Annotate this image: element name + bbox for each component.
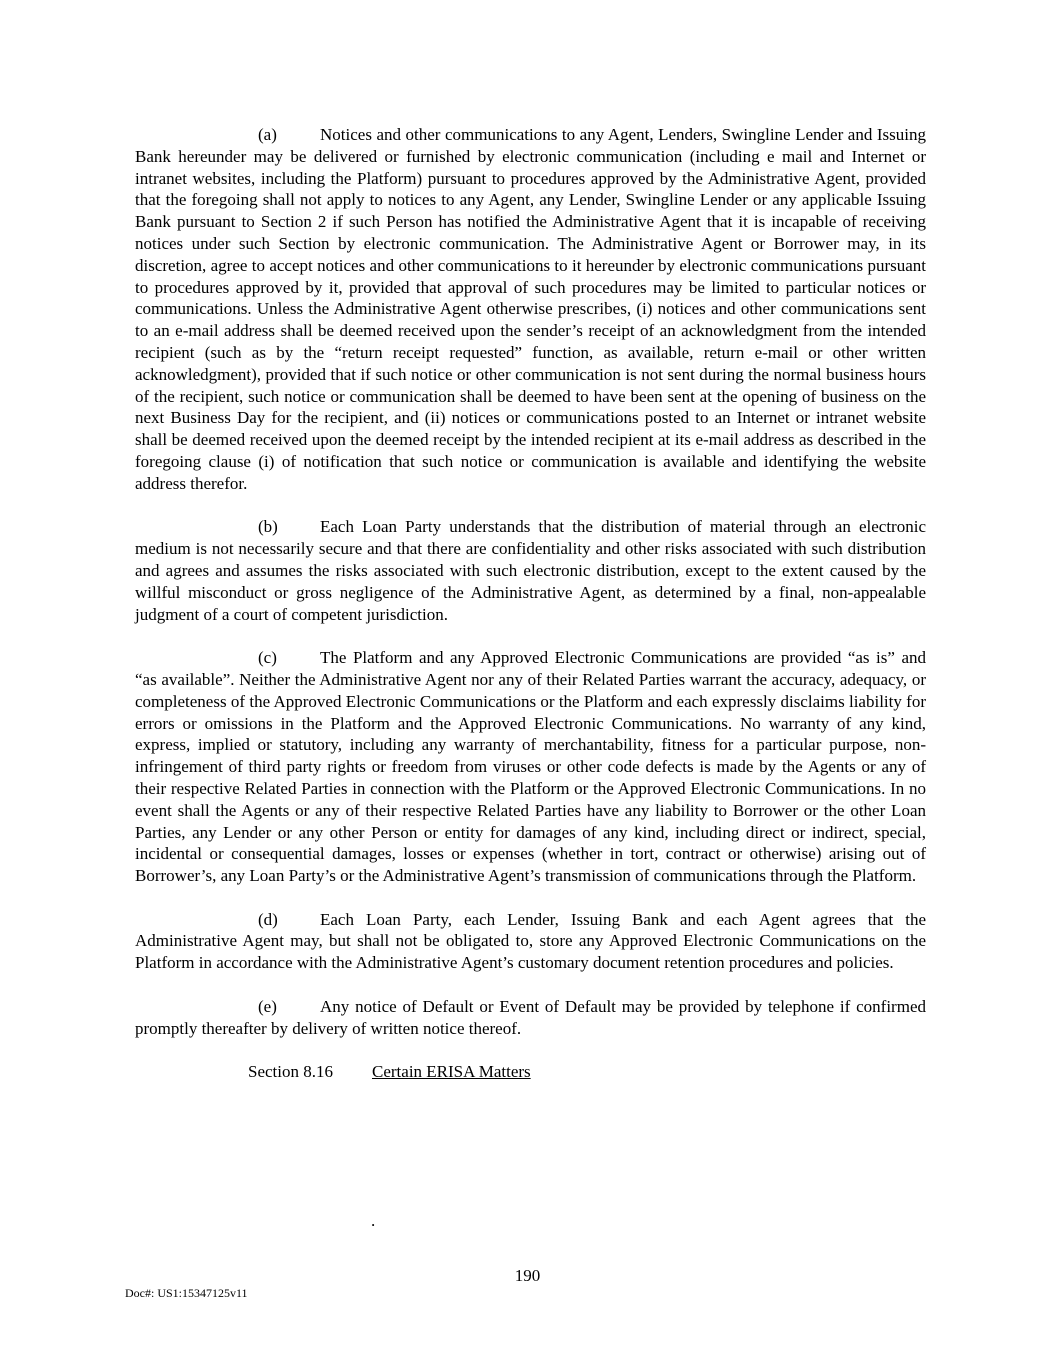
paragraph-label: (e) [258, 996, 277, 1016]
paragraph-text: Notices and other communications to any Agent, Lenders, Swingline Lender and Issuing Bank hereunder may be delivered or furnished by electronic communication (including e mail and Internet or intranet websites, including the Platform) pursuant to procedures approved by the Administrative Agent, provided that the foregoing shall not apply to notices to any Agent, any Lender, Swingline Lender or any applicable Issuing Bank pursuant to Section 2 if such Person has notified the Administrative Agent that it is incapable of receiving notices under such Section by electronic communication. The Administrative Agent or Borrower may, in its discretion, agree to accept notices and other communications to it hereunder by electronic communications pursuant to procedures approved by it, provided that approval of such procedures may be limited to particular notices or communications. Unless the Administrative Agent otherwise prescribes, (i) notices and other communications sent to an e-mail address shall be deemed received upon the sender’s receipt of an acknowledgment from the intended recipient (such as by the “return receipt requested” function, as available, return e-mail or other written acknowledgment), provided that if such notice or other communication is not sent during the normal business hours of the recipient, such notice or communication shall be deemed to have been sent at the opening of business on the next Business Day for the recipient, and (ii) notices or communications posted to an Internet or intranet website shall be deemed received upon the deemed receipt by the intended recipient at its e-mail address as described in the foregoing clause (i) of notification that such notice or communication is available and identifying the website address therefor. [135, 125, 926, 493]
section-heading [135, 1061, 926, 1083]
paragraph-text: Each Loan Party understands that the distribution of material through an electronic medium is not necessarily secure and that there are confidentiality and other risks associated with such distribution and agrees and assumes the risks associated with such electronic distribution, except to the extent caused by the willful misconduct or gross negligence of the Administrative Agent, as determined by a final, non-appealable judgment of a court of competent jurisdiction. [135, 517, 926, 624]
paragraph-b [135, 516, 926, 625]
paragraph-label: (a) [258, 125, 277, 144]
section-number: Section 8.16 [248, 1062, 333, 1082]
paragraph-label: (d) [258, 909, 278, 929]
document-id: Doc#: US1:15347125v11 [125, 1286, 248, 1300]
document-body [135, 124, 926, 1083]
paragraph-text: The Platform and any Approved Electronic Communications are provided “as is” and “as available”. Neither the Administrative Agent nor any of their Related Parties warrant the accuracy, adequacy, or completeness of the Approved Electronic Communications or the Platform and each expressly disclaims liability for errors or omissions in the Platform and the Approved Electronic Communications. No warranty of any kind, express, implied or statutory, including any warranty of merchantability, fitness for a particular purpose, non-infringement of third party rights or freedom from viruses or other code defects is made by the Agents or any of their respective Related Parties in connection with the Platform or the Approved Electronic Communications. In no event shall the Agents or any of their respective Related Parties have any liability to Borrower or the other Loan Parties, any Lender or any other Person or entity for damages of any kind, including direct or indirect, special, incidental or consequential damages, losses or expenses (whether in tort, contract or otherwise) arising out of Borrower’s, any Loan Party’s or the Administrative Agent’s transmission of communications through the Platform. [135, 648, 926, 886]
page-number: 190 [514, 1266, 541, 1285]
paragraph-e [135, 996, 926, 1040]
paragraph-a [135, 124, 926, 495]
paragraph-c [135, 647, 926, 887]
paragraph-label: (b) [258, 517, 278, 537]
paragraph-text: Each Loan Party, each Lender, Issuing Bank and each Agent agrees that the Administrative Agent may, but shall not be obligated to, store any Approved Electronic Communications on the Platform in accordance with the Administrative Agent’s customary document retention procedures and policies. [135, 909, 926, 973]
paragraph-text: Any notice of Default or Event of Default may be provided by telephone if confirmed promptly thereafter by delivery of written notice thereof. [135, 996, 926, 1038]
paragraph-d [135, 909, 926, 974]
section-title: Certain ERISA Matters [372, 1062, 531, 1082]
stray-mark: . [371, 1211, 376, 1230]
paragraph-label: (c) [258, 648, 277, 668]
